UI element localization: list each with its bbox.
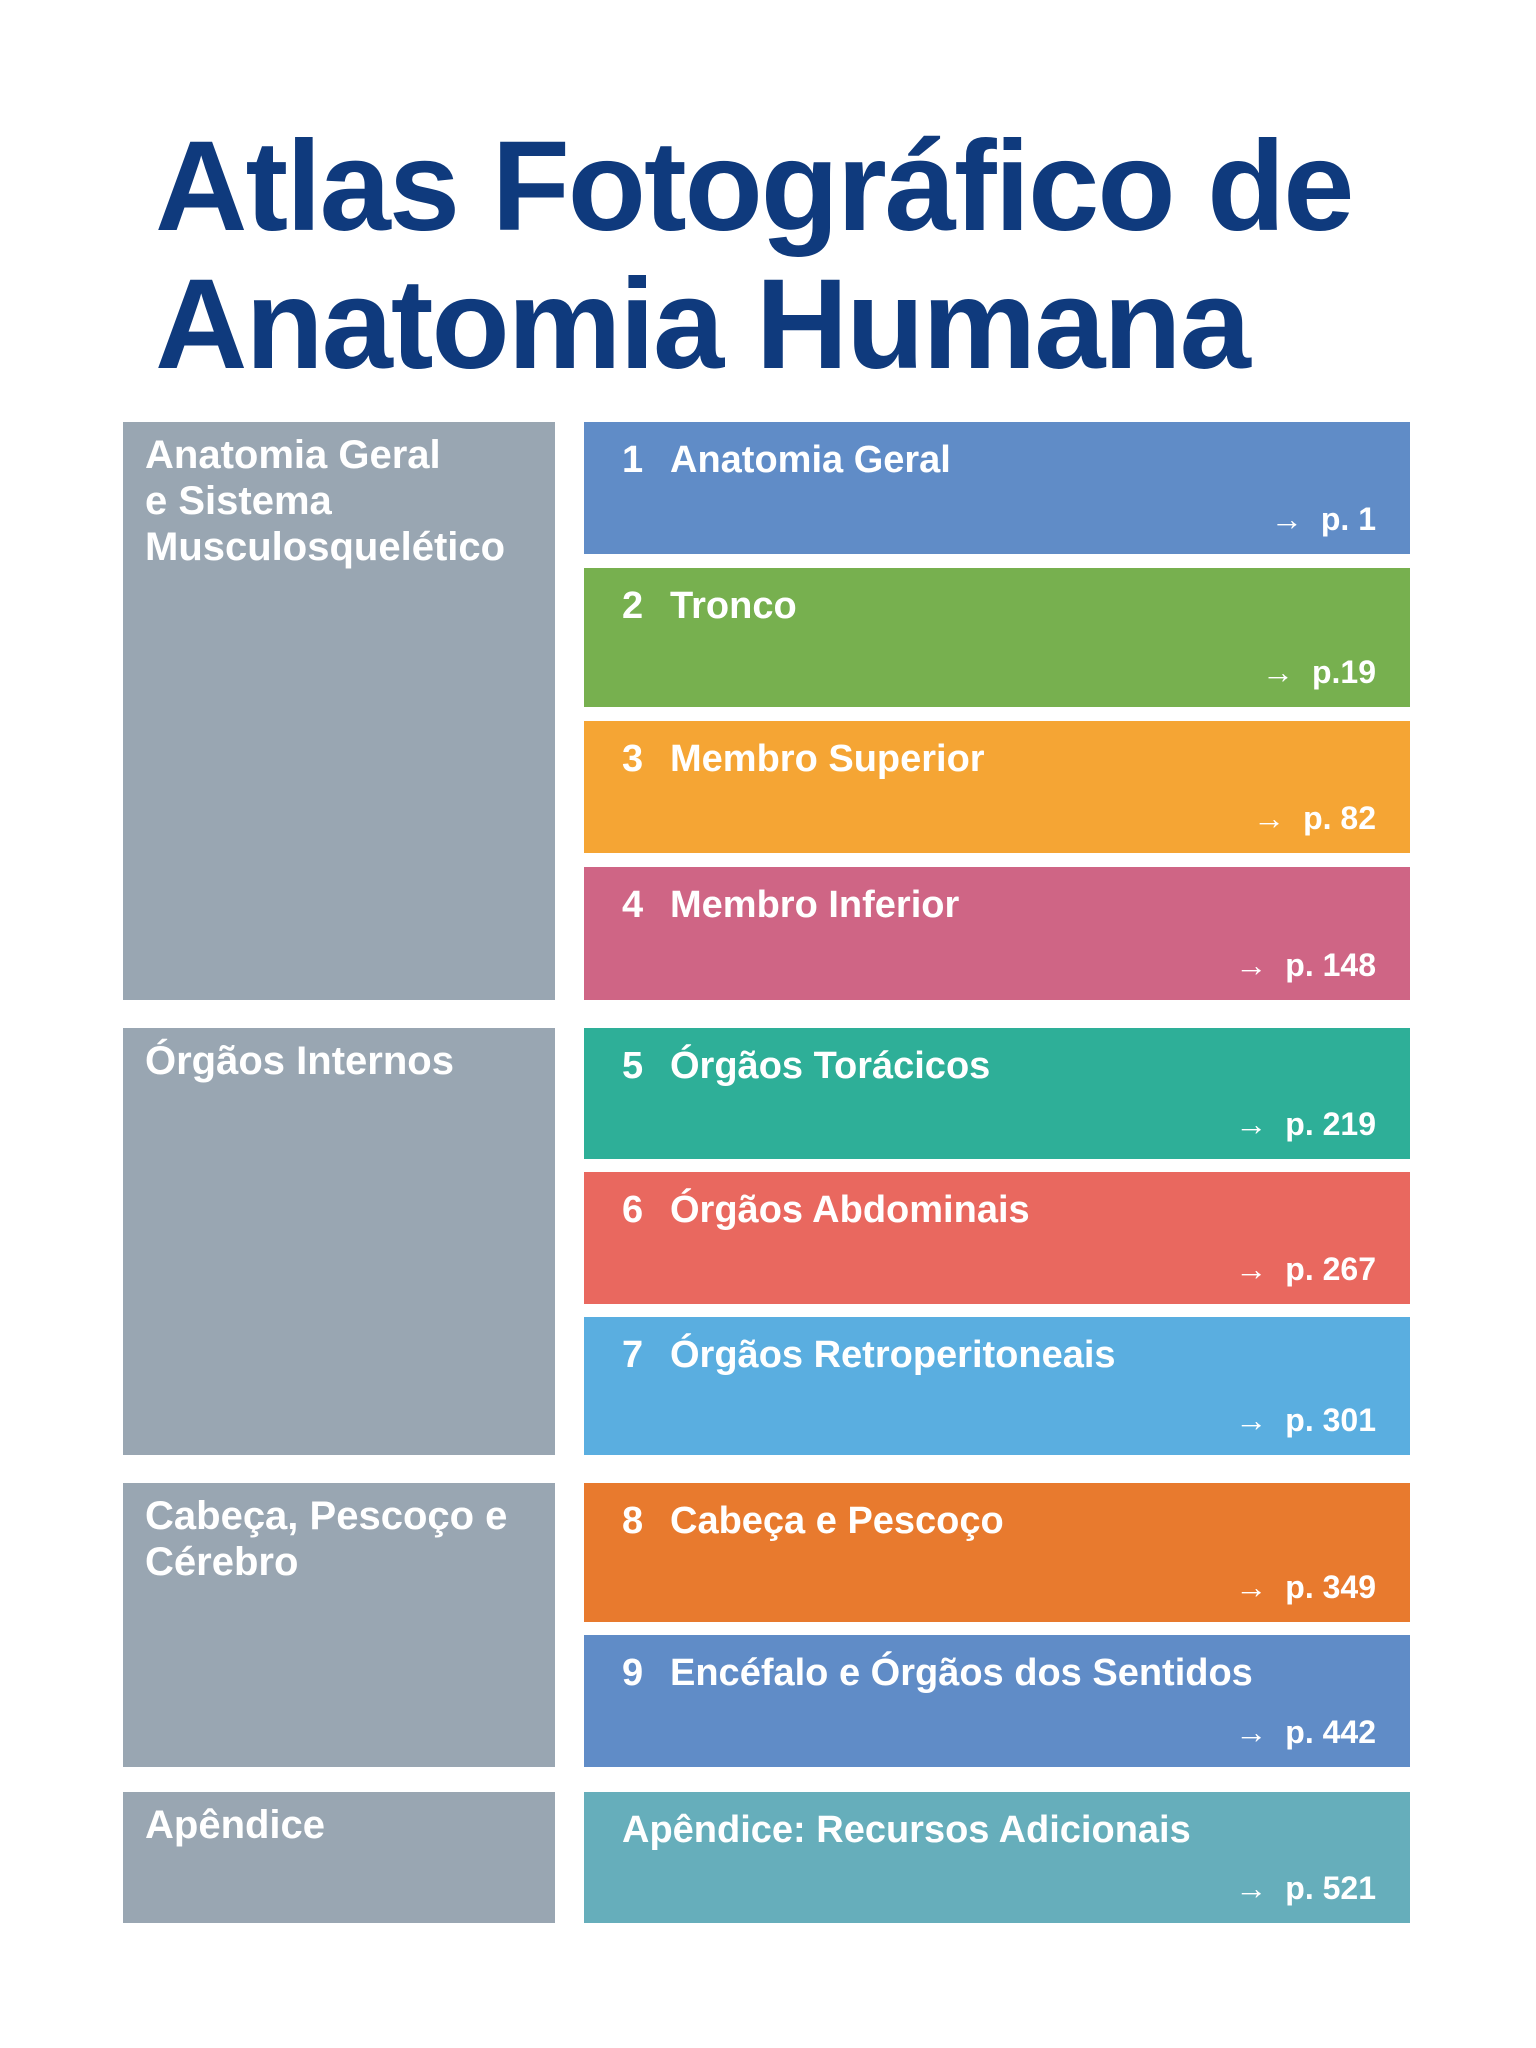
chapter-page-ref[interactable]	[1235, 1105, 1376, 1143]
chapter-title: Cabeça e Pescoço	[670, 1500, 1004, 1542]
page-title	[155, 115, 1353, 396]
chapter-2-tile[interactable]	[584, 568, 1410, 707]
appendix-tile[interactable]	[584, 1792, 1410, 1923]
chapter-number: 4	[622, 884, 644, 926]
arrow-right-icon: →	[1235, 1714, 1268, 1750]
chapter-page: p. 521	[1285, 1870, 1376, 1906]
chapter-page: p. 301	[1285, 1402, 1376, 1438]
chapter-heading	[622, 883, 959, 927]
chapter-number: 3	[622, 738, 644, 780]
chapter-page: p. 148	[1285, 947, 1376, 983]
chapter-heading	[622, 438, 951, 482]
section-label-line: Musculosquelético	[145, 525, 506, 569]
chapter-title: Membro Inferior	[670, 884, 960, 926]
arrow-right-icon: →	[1235, 947, 1268, 983]
section-label-line: Cabeça, Pescoço e	[145, 1494, 508, 1538]
chapter-page-ref[interactable]	[1253, 799, 1376, 837]
chapter-1-tile[interactable]	[584, 422, 1410, 554]
chapter-title: Tronco	[670, 585, 797, 627]
chapter-5-tile[interactable]	[584, 1028, 1410, 1159]
arrow-right-icon: →	[1270, 501, 1303, 537]
chapter-page-ref[interactable]	[1235, 1713, 1376, 1751]
chapter-page: p. 219	[1285, 1106, 1376, 1142]
chapter-heading	[622, 1333, 1116, 1377]
chapter-page-ref[interactable]	[1235, 1568, 1376, 1606]
chapter-heading	[622, 584, 797, 628]
chapter-heading	[622, 1044, 990, 1088]
chapter-number: 2	[622, 585, 644, 627]
chapter-page-ref[interactable]	[1235, 946, 1376, 984]
chapter-4-tile[interactable]	[584, 867, 1410, 1000]
chapter-page-ref[interactable]	[1235, 1869, 1376, 1907]
chapter-title: Órgãos Retroperitoneais	[670, 1334, 1116, 1376]
chapter-page-ref[interactable]	[1235, 1401, 1376, 1439]
chapter-page-ref[interactable]	[1271, 500, 1376, 538]
arrow-right-icon: →	[1261, 654, 1294, 690]
chapter-3-tile[interactable]	[584, 721, 1410, 853]
title-line-1: Atlas Fotográfico de	[155, 115, 1353, 258]
chapter-title: Órgãos Abdominais	[670, 1189, 1030, 1231]
arrow-right-icon: →	[1235, 1402, 1268, 1438]
chapter-8-tile[interactable]	[584, 1483, 1410, 1622]
chapter-page-ref[interactable]	[1235, 1250, 1376, 1288]
chapter-6-tile[interactable]	[584, 1172, 1410, 1304]
chapter-page: p.19	[1311, 654, 1376, 690]
section-internal-organs	[123, 1028, 555, 1455]
chapter-7-tile[interactable]	[584, 1317, 1410, 1455]
arrow-right-icon: →	[1235, 1569, 1268, 1605]
chapter-title: Apêndice: Recursos Adicionais	[622, 1809, 1191, 1851]
chapter-page: p. 349	[1285, 1569, 1376, 1605]
section-label-line: Anatomia Geral	[145, 433, 441, 477]
section-head-neck-brain	[123, 1483, 555, 1767]
arrow-right-icon: →	[1235, 1106, 1268, 1142]
section-label-line: Apêndice	[145, 1803, 326, 1847]
chapter-heading	[622, 737, 985, 781]
chapter-title: Membro Superior	[670, 738, 985, 780]
chapter-number: 9	[622, 1652, 644, 1694]
chapter-heading	[622, 1499, 1004, 1543]
chapter-number: 8	[622, 1500, 644, 1542]
chapter-number: 7	[622, 1334, 644, 1376]
chapter-page: p. 82	[1303, 800, 1376, 836]
chapter-title: Órgãos Torácicos	[670, 1045, 991, 1087]
section-general-anatomy	[123, 422, 555, 1000]
arrow-right-icon: →	[1235, 1870, 1268, 1906]
section-label-line: Órgãos Internos	[145, 1039, 454, 1083]
chapter-heading	[622, 1188, 1030, 1232]
section-label-line: Cérebro	[145, 1540, 299, 1584]
chapter-heading	[622, 1651, 1253, 1695]
section-label-line: e Sistema	[145, 479, 332, 523]
section-appendix	[123, 1792, 555, 1923]
title-line-2: Anatomia Humana	[155, 253, 1249, 396]
chapter-number: 5	[622, 1045, 644, 1087]
chapter-page-ref[interactable]	[1262, 653, 1376, 691]
chapter-page: p. 442	[1285, 1714, 1376, 1750]
chapter-number: 6	[622, 1189, 644, 1231]
chapter-number: 1	[622, 439, 644, 481]
arrow-right-icon: →	[1235, 1251, 1268, 1287]
chapter-title: Anatomia Geral	[670, 439, 951, 481]
chapter-page: p. 267	[1285, 1251, 1376, 1287]
chapter-heading	[622, 1808, 1191, 1852]
chapter-title: Encéfalo e Órgãos dos Sentidos	[670, 1652, 1253, 1694]
chapter-9-tile[interactable]	[584, 1635, 1410, 1767]
chapter-page: p. 1	[1320, 501, 1376, 537]
arrow-right-icon: →	[1253, 800, 1286, 836]
